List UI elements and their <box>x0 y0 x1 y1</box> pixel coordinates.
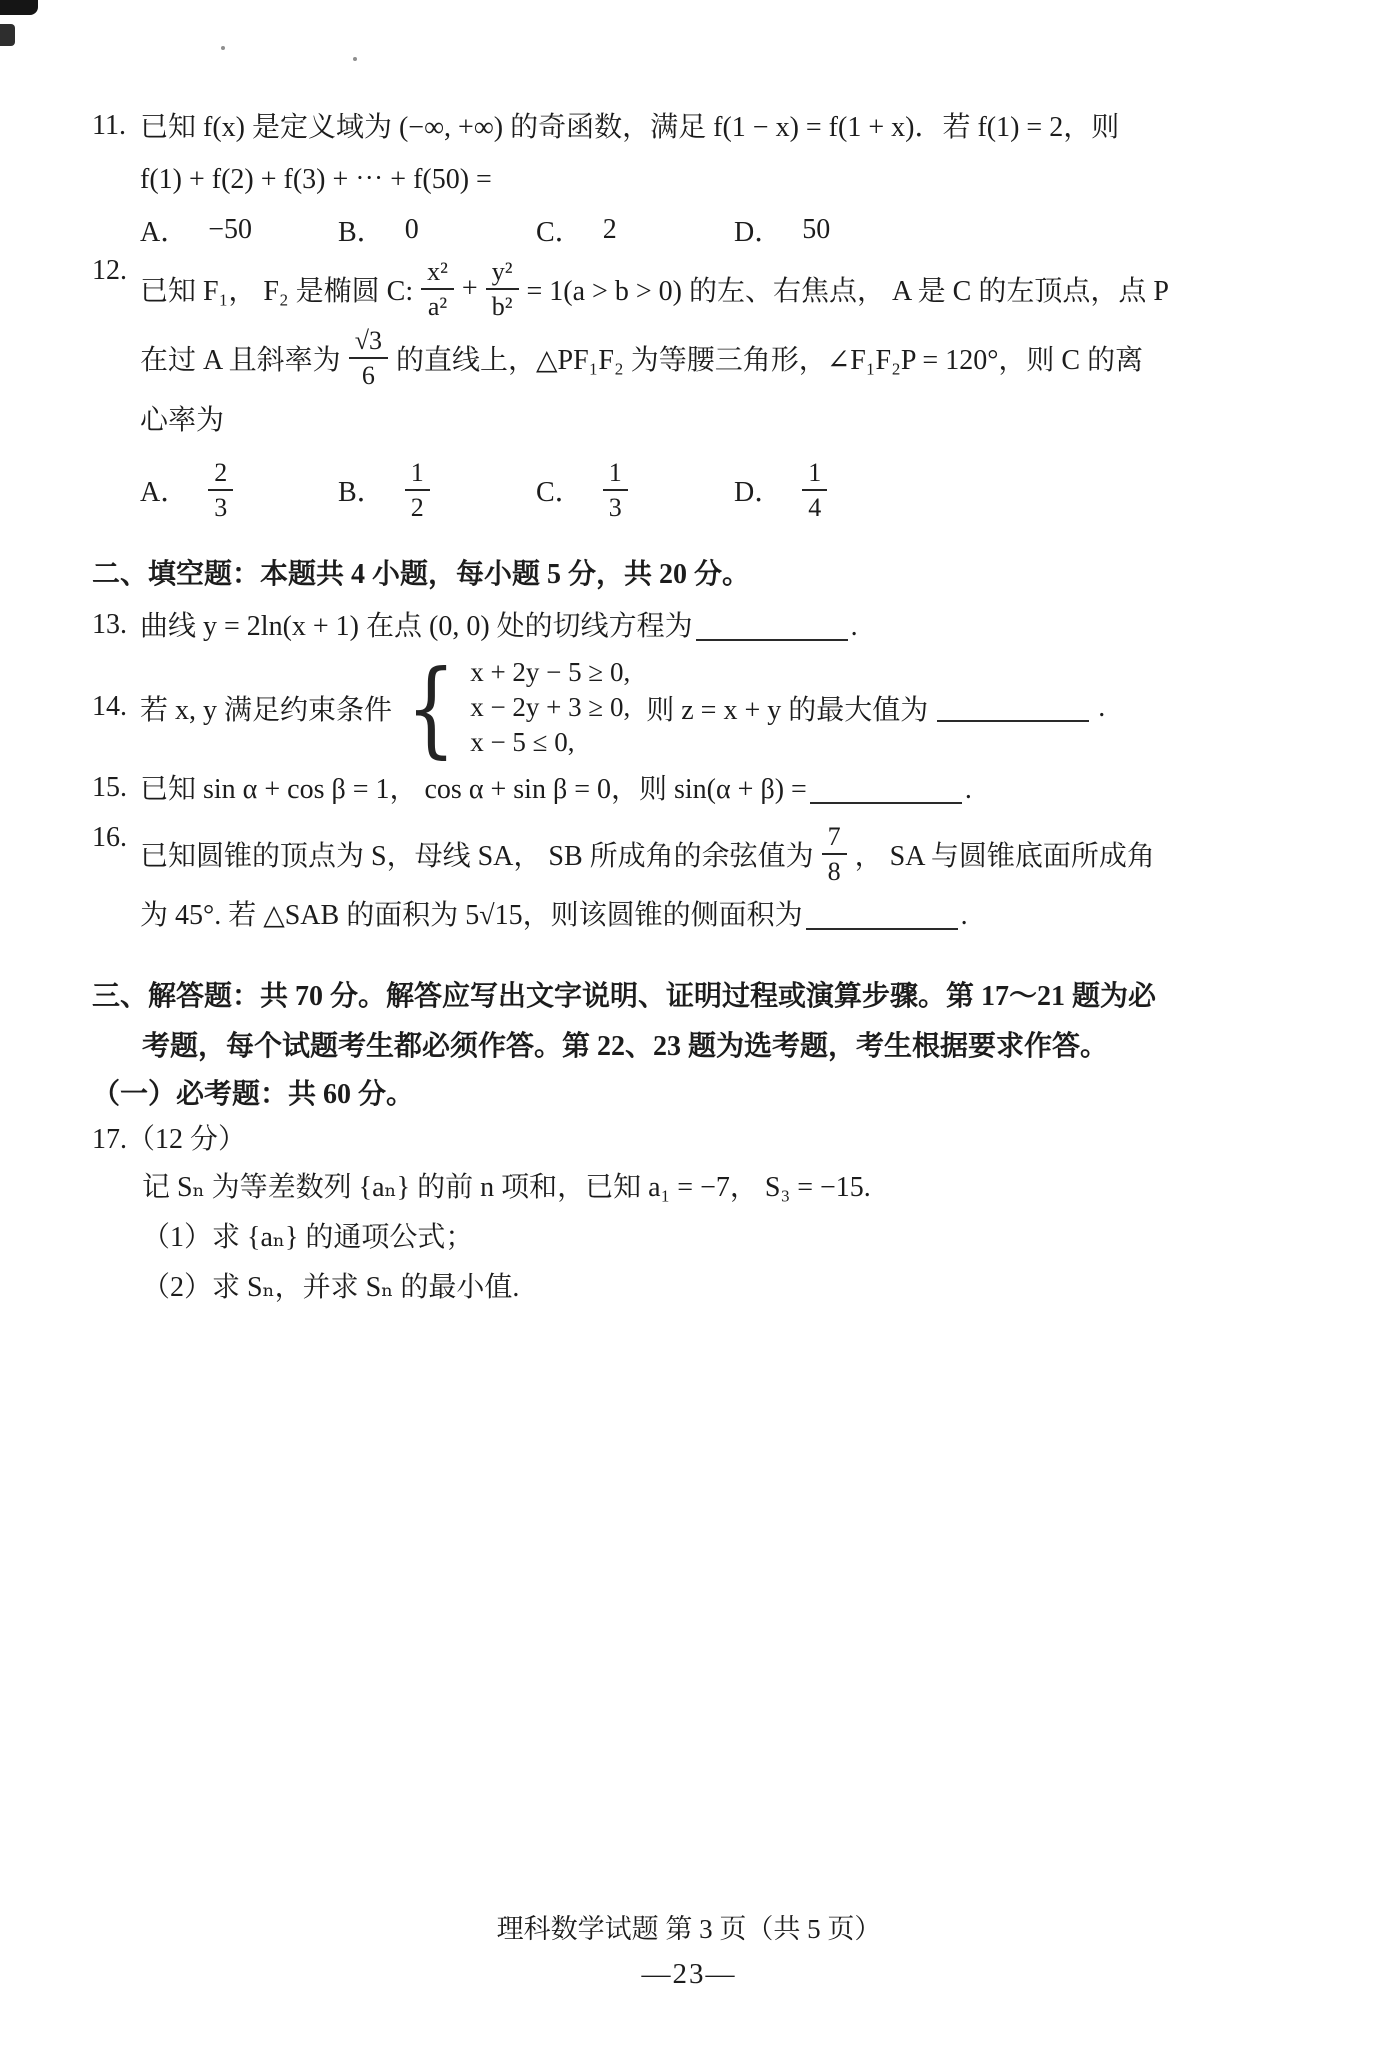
question-number: 14. <box>92 691 127 722</box>
page-footer: 理科数学试题 第 3 页（共 5 页） <box>496 1914 882 1944</box>
q16-line1-text: 已知圆锥的顶点为 S，母线 SA， SB 所成角的余弦值为 <box>140 841 814 872</box>
q11-options <box>140 210 1312 250</box>
answer-blank <box>696 613 848 641</box>
question-number: 13. <box>92 609 127 640</box>
q14-row <box>140 646 1312 769</box>
q12-option-a <box>140 457 338 523</box>
question-13 <box>92 609 1312 645</box>
constraint-system <box>470 655 630 760</box>
section-3-header <box>92 979 1312 1065</box>
section-2-header <box>92 557 1312 593</box>
required-questions-label: （一）必考题：共 60 分。 <box>92 1079 415 1110</box>
q13-line <box>140 609 1312 645</box>
plus-sign: + <box>461 273 478 304</box>
q12-option-d <box>734 457 932 523</box>
answer-blank <box>810 776 962 804</box>
question-number: 11. <box>92 110 126 141</box>
q17-part1: （1）求 {aₙ} 的通项公式； <box>142 1222 474 1253</box>
page-number: —23— <box>641 1958 737 1990</box>
option-label: A． <box>140 477 189 509</box>
q11-option-a <box>140 210 338 250</box>
option-label: B． <box>338 217 385 248</box>
scan-artifact <box>0 24 15 46</box>
fraction-x2-a2: $\frac{\text{x²}}{\text{a²}}$ <box>421 256 454 322</box>
option-label: D． <box>734 477 783 509</box>
q12-line1-text: 已知 F₁， F₂ 是椭圆 C: <box>140 276 414 307</box>
q16-period: . <box>960 900 968 931</box>
q12-line1-text: = 1(a > b > 0) 的左、右焦点， A 是 C 的左顶点，点 P <box>526 276 1169 307</box>
q14-text: 若 x, y 满足约束条件 <box>140 694 393 726</box>
question-16 <box>92 822 1312 934</box>
question-number: 16. <box>92 822 127 853</box>
answer-blank <box>806 902 958 930</box>
question-number: 15. <box>92 772 127 803</box>
q17-score: （12 分） <box>127 1124 247 1155</box>
question-14 <box>92 646 1312 769</box>
q12-line3: 心率为 <box>140 405 225 436</box>
q16-line1-text: ， SA 与圆锥底面所成角 <box>854 841 1155 872</box>
question-11 <box>92 110 1312 250</box>
q15-text: 已知 sin α + cos β = 1， cos α + sin β = 0，则 sin(α + β) = <box>140 774 807 805</box>
question-17 <box>92 1122 1312 1306</box>
fraction-7-8: $\frac{7}{8}$ <box>822 821 847 887</box>
q17-head <box>92 1122 1312 1158</box>
constraint-line: x − 5 ≤ 0, <box>470 727 575 757</box>
option-value: 0 <box>404 214 419 245</box>
fraction: $\frac{1}{3}$ <box>603 457 628 523</box>
constraint-line: x − 2y + 3 ≥ 0, <box>470 692 631 722</box>
q16-line2 <box>140 898 1312 934</box>
q11-line2: f(1) + f(2) + f(3) + ⋯ + f(50) = <box>140 164 492 195</box>
question-number: 17. <box>92 1124 127 1155</box>
option-label: C． <box>536 217 583 248</box>
q12-option-c <box>536 457 734 523</box>
section-2-title: 二、填空题：本题共 4 小题，每小题 5 分，共 20 分。 <box>92 559 751 590</box>
option-value: 2 <box>602 214 617 245</box>
q11-line1: 已知 f(x) 是定义域为 (−∞, +∞) 的奇函数，满足 f(1 − x) = f(1 + x)．若 f(1) = 2，则 <box>140 112 1120 143</box>
q11-option-c <box>536 210 734 250</box>
q17-intro: 记 Sₙ 为等差数列 {aₙ} 的前 n 项和，已知 a₁ = −7， S₃ = −15. <box>142 1172 871 1203</box>
option-label: B． <box>338 477 385 509</box>
option-label: A． <box>140 217 189 248</box>
option-label: C． <box>536 477 583 509</box>
q12-line2 <box>140 327 1312 389</box>
q15-line <box>140 772 1312 808</box>
scan-artifact <box>0 0 38 15</box>
fraction: $\frac{2}{3}$ <box>208 457 233 523</box>
fraction-y2-b2: $\frac{\text{y²}}{\text{b²}}$ <box>486 256 519 322</box>
q12-line2-text: 的直线上，△PF₁F₂ 为等腰三角形，∠F₁F₂P = 120°，则 C 的离 <box>395 345 1144 376</box>
q12-option-b <box>338 457 536 523</box>
q16-line1 <box>140 822 1312 886</box>
scan-speck <box>221 46 225 50</box>
q14-period: . <box>1098 691 1106 723</box>
q12-line2-text: 在过 A 且斜率为 <box>140 345 341 376</box>
q11-option-b <box>338 210 536 250</box>
option-label: D． <box>734 217 783 248</box>
option-value: 50 <box>802 214 831 245</box>
option-value: −50 <box>208 214 253 245</box>
q12-line1 <box>140 255 1312 323</box>
fraction: $\frac{1}{4}$ <box>802 457 827 523</box>
q13-text: 曲线 y = 2ln(x + 1) 在点 (0, 0) 处的切线方程为 <box>140 611 693 642</box>
fraction-sqrt3-6: $\frac{√3}{6}$ <box>349 325 388 391</box>
q11-option-d <box>734 210 932 250</box>
scan-speck <box>353 57 357 61</box>
section-3-line2: 考题，每个试题考生都必须作答。第 22、23 题为选考题，考生根据要求作答。 <box>142 1031 1109 1062</box>
section-3-subheader <box>92 1077 1312 1113</box>
q13-period: . <box>850 611 858 642</box>
q12-options <box>140 457 1312 523</box>
section-3-line1: 三、解答题：共 70 分。解答应写出文字说明、证明过程或演算步骤。第 17～21 题为必 <box>92 981 1157 1012</box>
question-12 <box>92 255 1312 523</box>
q14-text: 则 z = x + y 的最大值为 <box>646 694 929 726</box>
constraint-line: x + 2y − 5 ≥ 0, <box>470 657 631 687</box>
left-brace: { <box>406 646 456 769</box>
q16-line2-text: 为 45°. 若 △SAB 的面积为 5√15，则该圆锥的侧面积为 <box>140 900 803 931</box>
answer-blank <box>937 694 1089 722</box>
question-number: 12. <box>92 255 127 286</box>
question-15 <box>92 772 1312 808</box>
fraction: $\frac{1}{2}$ <box>405 457 430 523</box>
q15-period: . <box>964 774 972 805</box>
q17-part2: （2）求 Sₙ，并求 Sₙ 的最小值. <box>142 1272 520 1303</box>
